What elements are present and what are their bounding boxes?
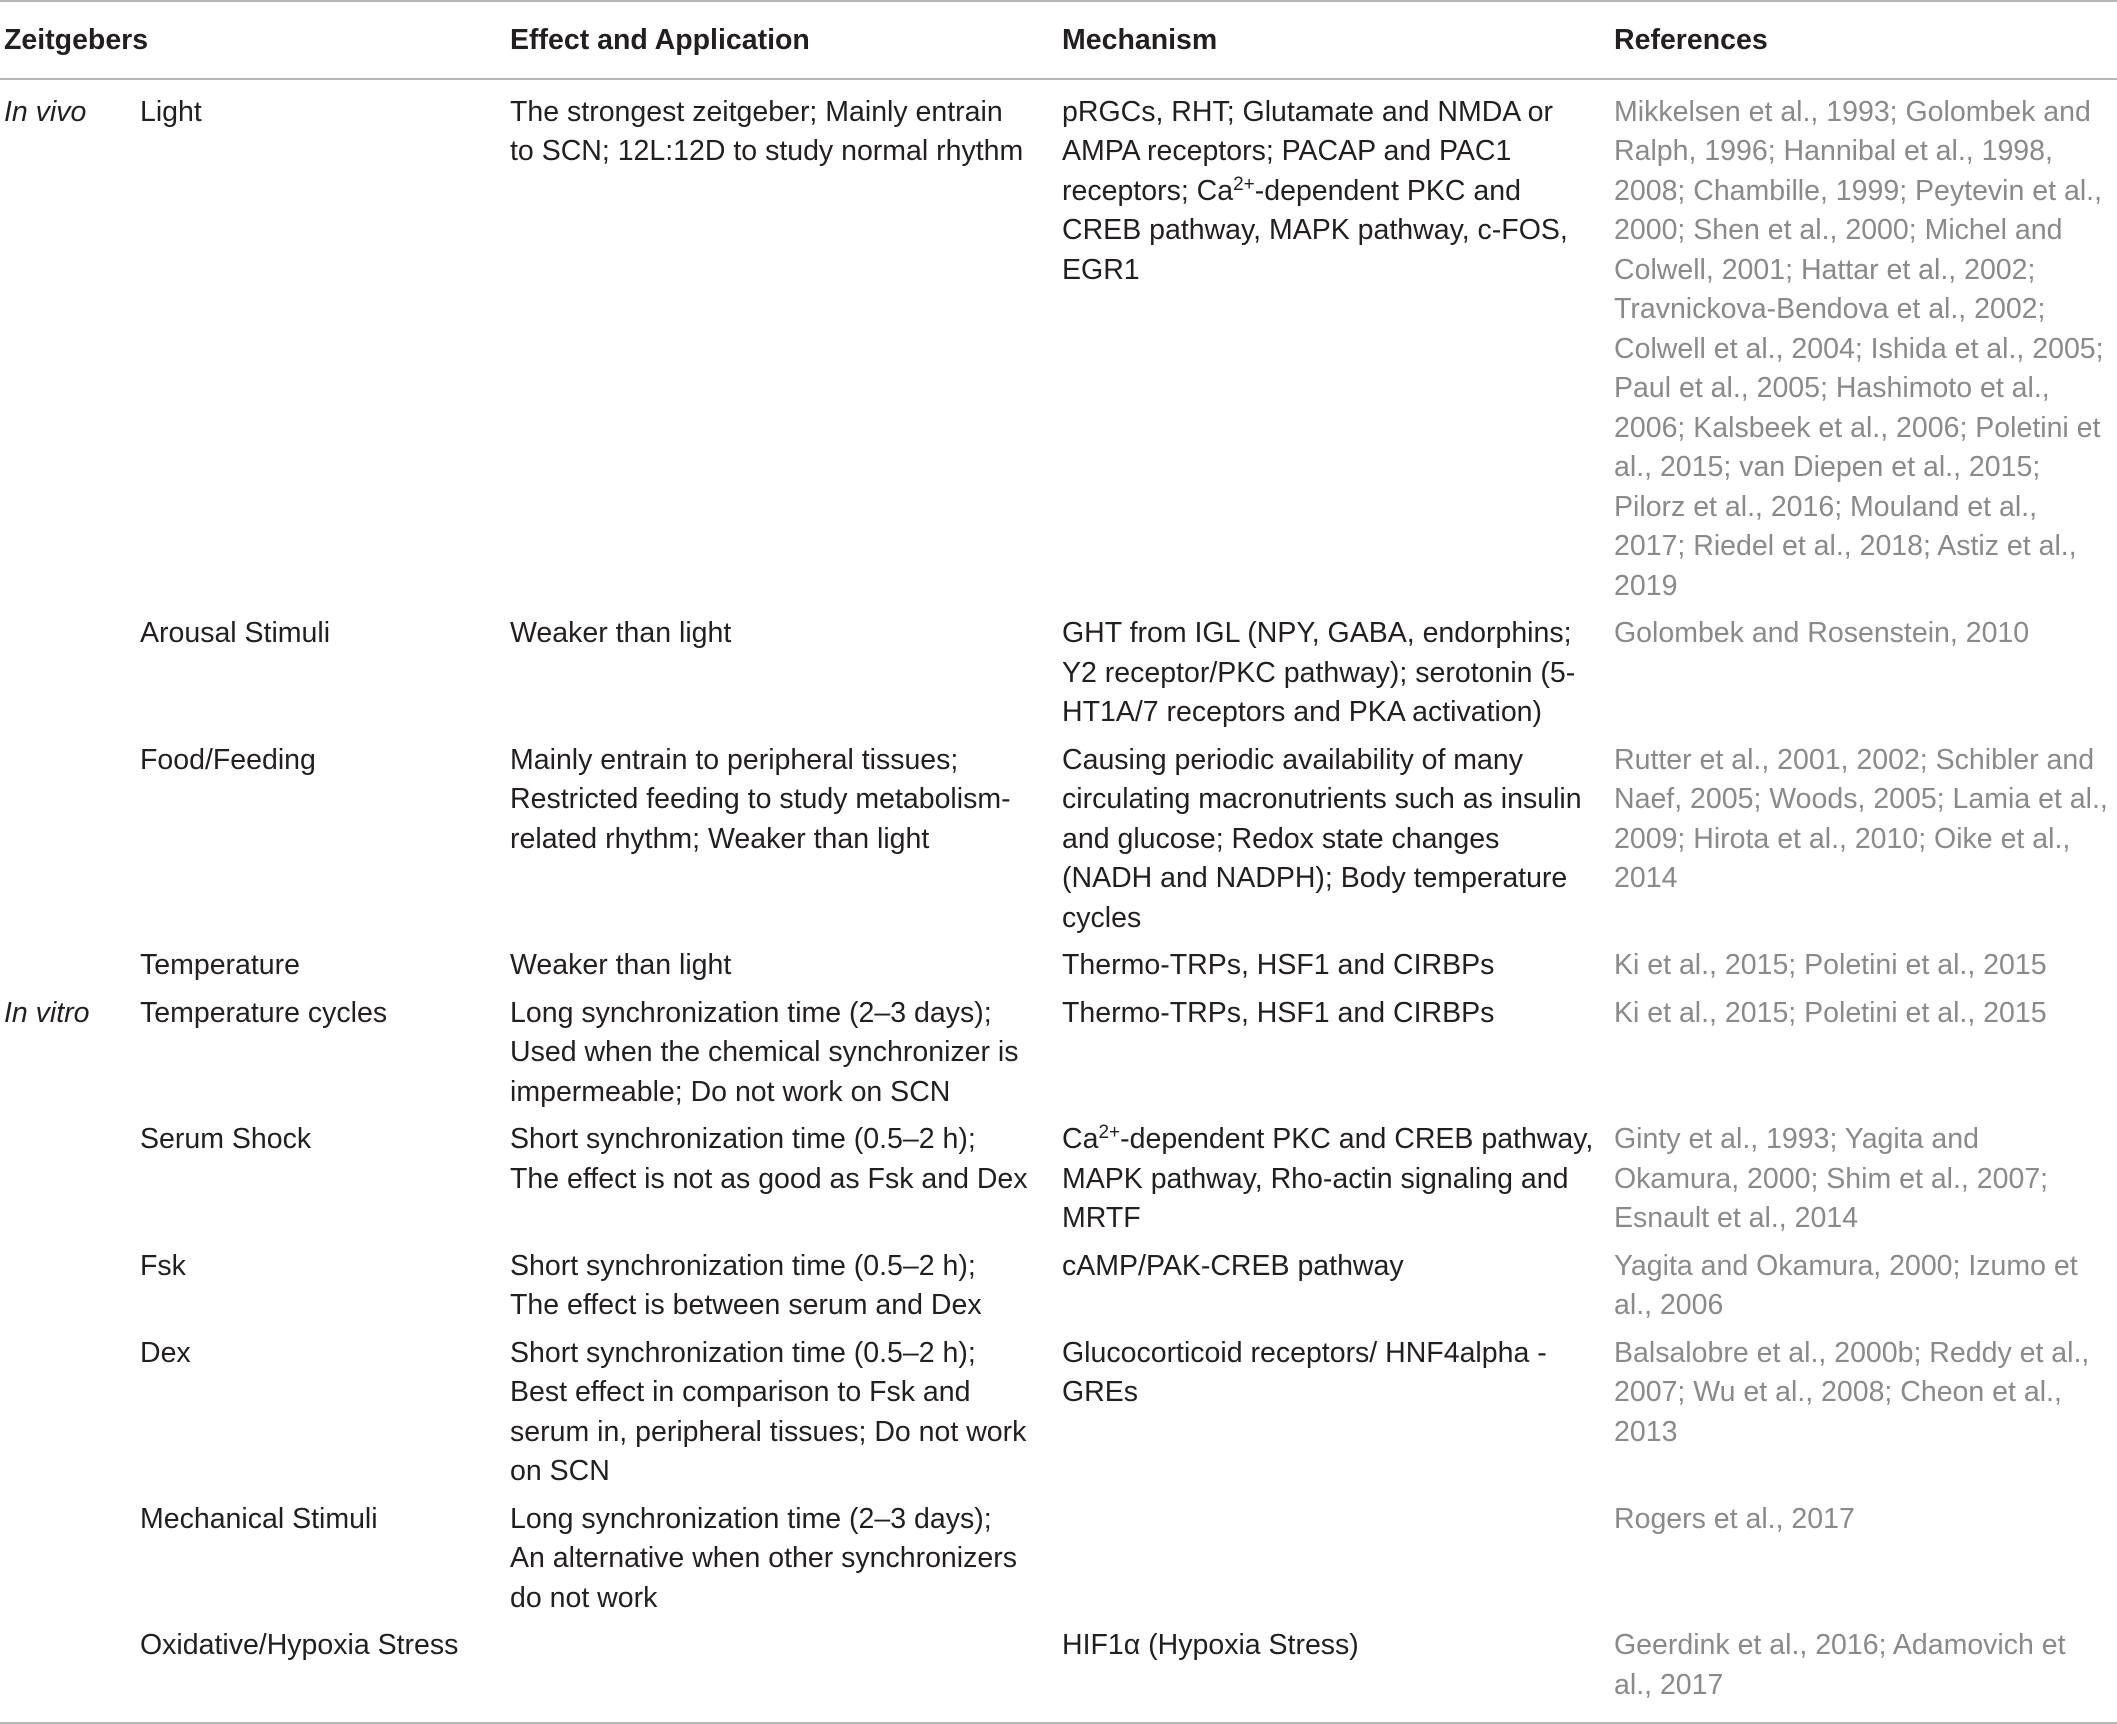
- mechanism-cell: Thermo-TRPs, HSF1 and CIRBPs: [1062, 996, 1495, 1029]
- mechanism-cell: cAMP/PAK-CREB pathway: [1062, 1249, 1404, 1282]
- effect-cell: Weaker than light: [510, 617, 732, 649]
- group-label: [0, 1242, 140, 1329]
- mechanism-cell: Thermo-TRPs, HSF1 and CIRBPs: [1062, 949, 1495, 981]
- table-row: [0, 941, 2117, 989]
- group-label: [0, 1495, 140, 1622]
- mechanism-text: -dependent PKC and CREB pathway, MAPK pathway, Rho-actin signaling and MRTF: [1062, 1123, 1594, 1234]
- zeitgeber-cell: Mechanical Stimuli: [140, 1502, 378, 1535]
- mechanism-cell: [1062, 1495, 1614, 1622]
- mechanism-cell: GHT from IGL (NPY, GABA, endorphins; Y2 receptor/PKC pathway); serotonin (5-HT1A/7 receptors and PKA activation): [1062, 617, 1576, 728]
- table-row: [0, 609, 2117, 736]
- table-row: [0, 1621, 2117, 1723]
- effect-cell: Long synchronization time (2–3 days); An alternative when other synchronizers do not work: [510, 1502, 1017, 1614]
- references-cell: Ginty et al., 1993; Yagita and Okamura, 2000; Shim et al., 2007; Esnault et al., 2014: [1614, 1123, 2049, 1234]
- mechanism-cell: HIF1α (Hypoxia Stress): [1062, 1629, 1359, 1661]
- zeitgeber-cell: Light: [140, 95, 202, 128]
- header-zeitgebers: Zeitgebers: [4, 24, 149, 56]
- table-row: [0, 989, 2117, 1116]
- header-mechanism: Mechanism: [1062, 24, 1218, 56]
- superscript: 2+: [1233, 173, 1255, 195]
- table-row: [0, 736, 2117, 942]
- table-row: [0, 1115, 2117, 1242]
- zeitgeber-cell: Food/Feeding: [140, 743, 316, 776]
- zeitgeber-cell: Serum Shock: [140, 1123, 312, 1155]
- group-label: [0, 1329, 140, 1495]
- mechanism-text: -dependent PKC and CREB pathway, MAPK pathway, c-FOS, EGR1: [1062, 174, 1568, 286]
- mechanism-cell: Causing periodic availability of many circulating macronutrients such as insulin and glucose; Redox state changes (NADH and NADPH); Body temperature cycles: [1062, 743, 1582, 934]
- mechanism-cell: [1062, 1115, 1614, 1242]
- zeitgeber-cell: Dex: [140, 1336, 191, 1369]
- group-label: In vivo: [4, 95, 87, 128]
- zeitgeber-cell: Temperature: [140, 949, 300, 981]
- effect-cell: Short synchronization time (0.5–2 h); The effect is between serum and Dex: [510, 1249, 982, 1321]
- header-row: [0, 1, 2117, 79]
- zeitgeber-cell: Temperature cycles: [140, 996, 388, 1029]
- references-cell: Balsalobre et al., 2000b; Reddy et al., 2007; Wu et al., 2008; Cheon et al., 2013: [1614, 1336, 2090, 1448]
- references-cell: Rogers et al., 2017: [1614, 1502, 1855, 1535]
- references-cell: Ki et al., 2015; Poletini et al., 2015: [1614, 996, 2047, 1029]
- mechanism-text: Ca: [1062, 1123, 1099, 1155]
- mechanism-cell: Glucocorticoid receptors/ HNF4alpha - GREs: [1062, 1336, 1547, 1408]
- table-row: [0, 1329, 2117, 1495]
- zeitgeber-cell: Arousal Stimuli: [140, 617, 331, 649]
- zeitgeber-cell: Fsk: [140, 1249, 186, 1282]
- effect-cell: Short synchronization time (0.5–2 h); The effect is not as good as Fsk and Dex: [510, 1123, 1028, 1195]
- mechanism-cell: [1062, 79, 1614, 610]
- group-label: [0, 1621, 140, 1723]
- references-cell: Mikkelsen et al., 1993; Golombek and Ralph, 1996; Hannibal et al., 1998, 2008; Chambille, 1999; Peytevin et al., 2000; Shen et al., 2000; Michel and Colwell, 2001; Hattar et al., 2002; Travnickova-Bendova et al., 2002; Colwell et al., 2004; Ishida et al., 2005; Paul et al., 2005; Hashimoto et al., 2006; Kalsbeek et al., 2006; Poletini et al., 2015; van Diepen et al., 2015; Pilorz et al., 2016; Mouland et al., 2017; Riedel et al., 2018; Astiz et al., 2019: [1614, 95, 2104, 602]
- references-cell: Ki et al., 2015; Poletini et al., 2015: [1614, 949, 2047, 981]
- table-row: [0, 1495, 2117, 1622]
- references-cell: Yagita and Okamura, 2000; Izumo et al., 2006: [1614, 1249, 2078, 1321]
- group-label: [0, 1115, 140, 1242]
- header-effect: Effect and Application: [510, 24, 810, 56]
- superscript: 2+: [1098, 1122, 1121, 1143]
- references-cell: Golombek and Rosenstein, 2010: [1614, 617, 2030, 649]
- table-body: [0, 79, 2117, 1724]
- table-header: [0, 1, 2117, 79]
- group-label: [0, 609, 140, 736]
- effect-cell: [510, 1621, 1062, 1723]
- references-cell: Rutter et al., 2001, 2002; Schibler and Naef, 2005; Woods, 2005; Lamia et al., 2009; Hirota et al., 2010; Oike et al., 2014: [1614, 743, 2108, 894]
- zeitgeber-cell: Oxidative/Hypoxia Stress: [140, 1629, 459, 1661]
- table-row: [0, 79, 2117, 610]
- header-references: References: [1614, 24, 1768, 56]
- group-label: [0, 736, 140, 942]
- mechanism-text: pRGCs, RHT; Glutamate and NMDA or AMPA receptors; PACAP and PAC1 receptors; Ca: [1062, 95, 1554, 207]
- effect-cell: Long synchronization time (2–3 days); Used when the chemical synchronizer is impermeable; Do not work on SCN: [510, 996, 1019, 1108]
- references-cell: Geerdink et al., 2016; Adamovich et al., 2017: [1614, 1629, 2066, 1701]
- group-label: In vitro: [4, 996, 90, 1029]
- effect-cell: The strongest zeitgeber; Mainly entrain to SCN; 12L:12D to study normal rhythm: [510, 95, 1024, 167]
- table-row: [0, 1242, 2117, 1329]
- effect-cell: Mainly entrain to peripheral tissues; Restricted feeding to study metabolism-related rhythm; Weaker than light: [510, 743, 1011, 855]
- effect-cell: Weaker than light: [510, 949, 732, 981]
- group-label: [0, 941, 140, 989]
- effect-cell: Short synchronization time (0.5–2 h); Best effect in comparison to Fsk and serum in, peripheral tissues; Do not work on SCN: [510, 1336, 1027, 1487]
